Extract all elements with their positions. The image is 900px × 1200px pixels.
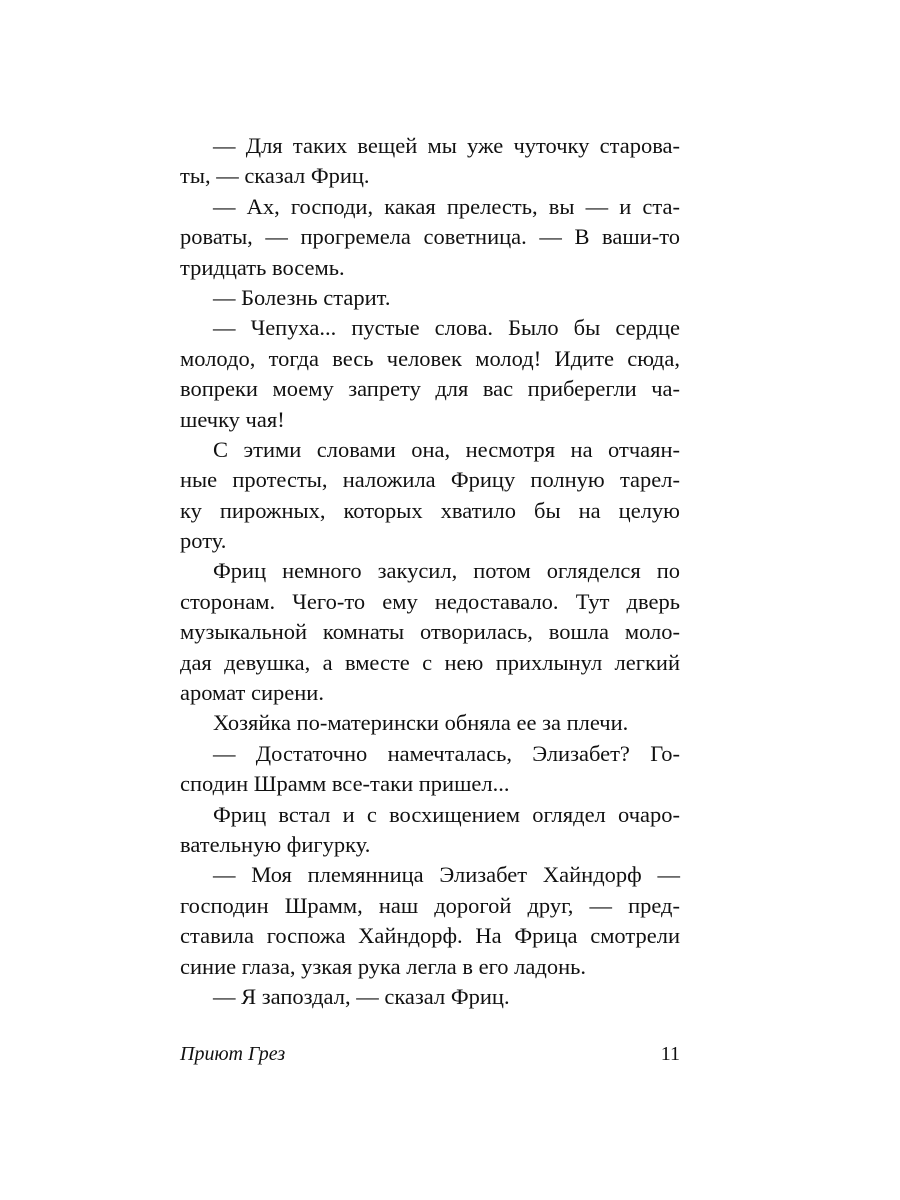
text-line: — Чепуха... пустые слова. Было бы сердце — [213, 315, 680, 341]
page-footer — [180, 1040, 680, 1068]
text-line: Фриц немного закусил, потом огляделся по — [213, 558, 680, 584]
page-number: 11 — [660, 1043, 680, 1065]
text-line: шечку чая! — [180, 406, 285, 432]
text-line: — Я запоздал, — сказал Фриц. — [213, 983, 510, 1009]
text-line: дая девушка, а вместе с нею прихлынул легкий — [180, 649, 680, 675]
text-line: — Достаточно намечталась, Элизабет? Го- — [213, 740, 680, 766]
body-text — [180, 131, 680, 1012]
text-line: молодо, тогда весь человек молод! Идите сюда, — [180, 345, 680, 371]
text-line: — Болезнь старит. — [213, 284, 391, 310]
text-line: сподин Шрамм все-таки пришел... — [180, 771, 510, 797]
text-line: ные протесты, наложила Фрицу полную тарел- — [180, 467, 680, 493]
text-line: господин Шрамм, наш дорогой друг, — пред- — [180, 892, 680, 918]
text-line: Хозяйка по-матерински обняла ее за плечи. — [213, 710, 629, 736]
text-line: С этими словами она, несмотря на отчаян- — [213, 436, 680, 462]
text-line: — Моя племянница Элизабет Хайндорф — — [213, 862, 680, 888]
text-line: роваты, — прогремела советница. — В ваши-то — [180, 224, 680, 250]
text-line: тридцать восемь. — [180, 254, 345, 280]
text-line: — Ах, господи, какая прелесть, вы — и ста- — [213, 193, 680, 219]
text-line: вательную фигурку. — [180, 831, 371, 857]
text-line: ку пирожных, которых хватило бы на целую — [180, 497, 680, 523]
text-line: синие глаза, узкая рука легла в его ладонь. — [180, 953, 586, 979]
text-line: аромат сирени. — [180, 680, 324, 706]
text-line: роту. — [180, 528, 227, 554]
text-line: ты, — сказал Фриц. — [180, 163, 370, 189]
text-line: вопреки моему запрету для вас приберегли ча- — [180, 376, 680, 402]
text-line: музыкальной комнаты отворилась, вошла моло- — [180, 619, 680, 645]
text-line: ставила госпожа Хайндорф. На Фрица смотрели — [180, 923, 680, 949]
text-line: Фриц встал и с восхищением оглядел очаро- — [213, 801, 680, 827]
text-line: сторонам. Чего-то ему недоставало. Тут дверь — [180, 588, 680, 614]
running-title: Приют Грез — [180, 1043, 286, 1065]
text-line: — Для таких вещей мы уже чуточку старова- — [213, 133, 680, 158]
